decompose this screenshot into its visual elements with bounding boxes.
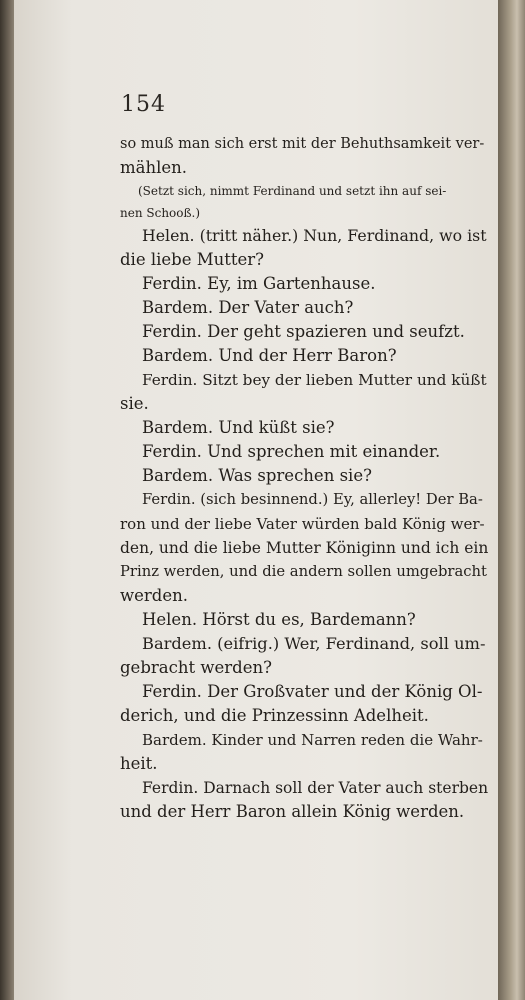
text-line: Prinz werden, und die andern sollen umgebracht bbox=[120, 563, 487, 580]
text-line: mählen. bbox=[120, 158, 188, 177]
dialogue-line: Ferdin. Der Großvater und der König Ol- bbox=[142, 682, 483, 701]
stage-direction-line: nen Schooß.) bbox=[120, 206, 201, 220]
dialogue-line: Bardem. (eifrig.) Wer, Ferdinand, soll um- bbox=[142, 634, 486, 653]
dialogue-line: Helen. (tritt näher.) Nun, Ferdinand, wo ist bbox=[142, 226, 487, 245]
dialogue-line: Bardem. Der Vater auch? bbox=[142, 298, 354, 317]
dialogue-line: Ferdin. (sich besinnend.) Ey, allerley! Der Ba- bbox=[142, 491, 483, 508]
text-line: werden. bbox=[120, 586, 188, 605]
dialogue-line: Bardem. Kinder und Narren reden die Wahr- bbox=[142, 731, 483, 749]
dialogue-line: Ferdin. Ey, im Gartenhause. bbox=[142, 274, 376, 293]
dialogue-line: Ferdin. Sitzt bey der lieben Mutter und küßt bbox=[142, 371, 487, 389]
dialogue-line: Helen. Hörst du es, Bardemann? bbox=[142, 610, 416, 629]
text-line: den, und die liebe Mutter Königinn und ich ein bbox=[120, 539, 488, 557]
page-edge bbox=[498, 0, 525, 1000]
page-number: 154 bbox=[121, 92, 166, 117]
text-line: und der Herr Baron allein König werden. bbox=[120, 802, 465, 821]
text-line: ron und der liebe Vater würden bald König wer- bbox=[120, 515, 485, 533]
stage-direction-line: (Setzt sich, nimmt Ferdinand und setzt ihn auf sei- bbox=[138, 184, 447, 198]
page-text bbox=[120, 132, 488, 824]
dialogue-line: Bardem. Und küßt sie? bbox=[142, 418, 335, 437]
dialogue-line: Ferdin. Der geht spazieren und seufzt. bbox=[142, 322, 465, 341]
text-line: so muß man sich erst mit der Behuthsamkeit ver- bbox=[120, 136, 485, 152]
text-line: gebracht werden? bbox=[120, 658, 272, 677]
dialogue-line: Bardem. Was sprechen sie? bbox=[142, 466, 372, 485]
text-line: sie. bbox=[120, 394, 149, 413]
dialogue-line: Ferdin. Und sprechen mit einander. bbox=[142, 442, 441, 461]
book-gutter bbox=[0, 0, 14, 1000]
dialogue-line: Bardem. Und der Herr Baron? bbox=[142, 346, 397, 365]
dialogue-line: Ferdin. Darnach soll der Vater auch sterben bbox=[142, 779, 488, 797]
text-line: derich, und die Prinzessinn Adelheit. bbox=[120, 706, 429, 725]
text-line: die liebe Mutter? bbox=[120, 250, 265, 269]
text-line: heit. bbox=[120, 754, 158, 773]
